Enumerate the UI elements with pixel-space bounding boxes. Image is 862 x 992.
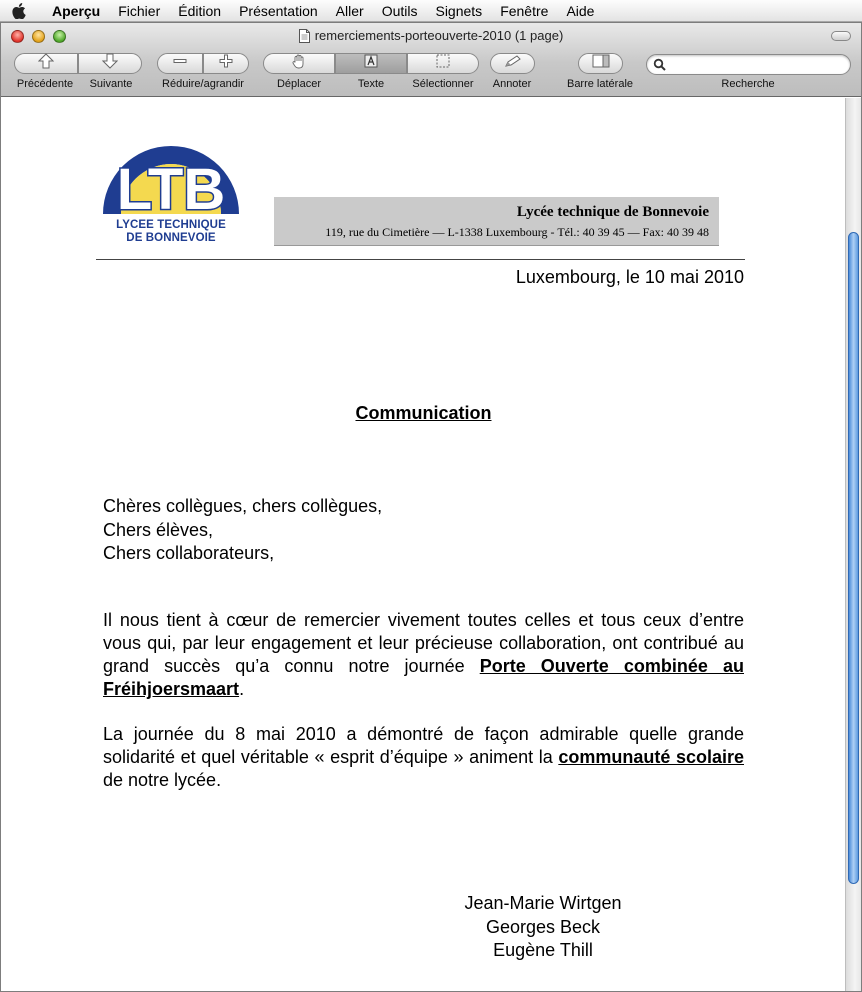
scrollbar-thumb[interactable] [848, 232, 859, 884]
paragraph-2-end: de notre lycée. [103, 770, 222, 790]
text-tool-button[interactable] [335, 53, 407, 74]
window-title-text: remerciements-porteouverte-2010 (1 page) [314, 28, 564, 43]
greeting-line: Chers collaborateurs, [103, 543, 275, 563]
signatory: Eugène Thill [493, 940, 593, 960]
signatory: Jean-Marie Wirtgen [464, 893, 622, 913]
annotate-label: Annoter [492, 78, 532, 90]
logo-subtitle-line2: DE BONNEVOIE [126, 232, 216, 244]
paragraph-2-text: La journée du 8 mai 2010 a démontré de façon admirable quelle grande solidarité et quel véritable « esprit d’équipe » animent la [103, 724, 744, 767]
school-logo [101, 119, 241, 247]
down-arrow-icon [102, 53, 118, 74]
next-button[interactable] [78, 53, 142, 74]
menu-outils[interactable]: Outils [381, 2, 418, 19]
logo-subtitle-line1: LYCEE TECHNIQUE [116, 219, 226, 231]
letter-date: Luxembourg, le 10 mai 2010 [515, 267, 744, 287]
up-arrow-icon [38, 53, 54, 74]
menu-fichier[interactable]: Fichier [118, 2, 161, 19]
menu-aller[interactable]: Aller [335, 2, 364, 19]
zoom-in-button[interactable] [203, 53, 249, 74]
letterhead-box [274, 197, 719, 246]
letter-subject: Communication [355, 403, 492, 423]
next-label: Suivante [89, 78, 133, 90]
pencil-icon [504, 54, 522, 73]
school-address: 119, rue du Cimetière — L-1338 Luxembourg - Tél.: 40 39 45 — Fax: 40 39 48 [325, 225, 709, 239]
logo-graphic [101, 119, 241, 219]
sidebar-label: Barre latérale [566, 78, 634, 90]
sidebar-icon [592, 54, 610, 73]
search-label: Recherche [721, 78, 775, 90]
paragraph-1-end: . [239, 679, 245, 699]
paragraph-2-emphasis: communauté scolaire [558, 747, 744, 767]
window-title [1, 28, 861, 43]
divider-line [96, 259, 745, 260]
zoom-out-button[interactable] [157, 53, 203, 74]
paragraph-1-emphasis: Porte Ouverte combinée au Fréihjoersmaart [103, 656, 744, 699]
search-field[interactable] [646, 54, 851, 75]
vertical-scrollbar[interactable] [845, 98, 861, 991]
marquee-select-icon [435, 53, 451, 74]
previous-button[interactable] [14, 53, 78, 74]
select-tool-button[interactable] [407, 53, 479, 74]
hand-icon [291, 53, 307, 74]
previous-label: Précédente [16, 78, 74, 90]
logo-text: LTB [116, 157, 226, 219]
move-label: Déplacer [276, 78, 322, 90]
greeting-line: Chers élèves, [103, 519, 214, 540]
menu-edition[interactable]: Édition [178, 2, 222, 19]
menu-signets[interactable]: Signets [435, 2, 483, 19]
school-name: Lycée technique de Bonnevoie [516, 204, 709, 220]
annotate-button[interactable] [490, 53, 535, 74]
minus-icon [173, 54, 187, 73]
menu-bar [0, 0, 862, 22]
greeting [103, 495, 382, 566]
paragraph-1-text: Il nous tient à cœur de remercier vivement toutes celles et tous ceux d’entre vous qui, par leur engagement et leur précieuse collaboration, ont contribué au grand succès qu’a connu notre journée [103, 610, 744, 676]
toolbar-toggle-button[interactable] [831, 31, 851, 41]
zoom-label: Réduire/agrandir [162, 78, 244, 90]
search-icon [653, 58, 667, 72]
menu-fenetre[interactable]: Fenêtre [500, 2, 549, 19]
paragraph-1 [103, 609, 744, 701]
select-label: Sélectionner [412, 78, 474, 90]
text-cursor-icon [363, 53, 379, 74]
paragraph-2 [103, 723, 744, 792]
document-icon [299, 29, 310, 43]
apple-icon[interactable] [12, 3, 32, 19]
signatory: Georges Beck [485, 916, 601, 937]
title-bar [1, 23, 861, 97]
preview-window [0, 22, 862, 992]
signatures [443, 892, 643, 963]
sidebar-button[interactable] [578, 53, 623, 74]
menu-aide[interactable]: Aide [566, 2, 595, 19]
search-input[interactable] [671, 57, 841, 72]
menu-app-name[interactable]: Aperçu [52, 2, 101, 19]
greeting-line: Chères collègues, chers collègues, [103, 496, 383, 516]
menu-presentation[interactable]: Présentation [239, 2, 318, 19]
document-page [1, 98, 844, 991]
move-tool-button[interactable] [263, 53, 335, 74]
plus-icon [219, 54, 233, 73]
text-label: Texte [357, 78, 385, 90]
